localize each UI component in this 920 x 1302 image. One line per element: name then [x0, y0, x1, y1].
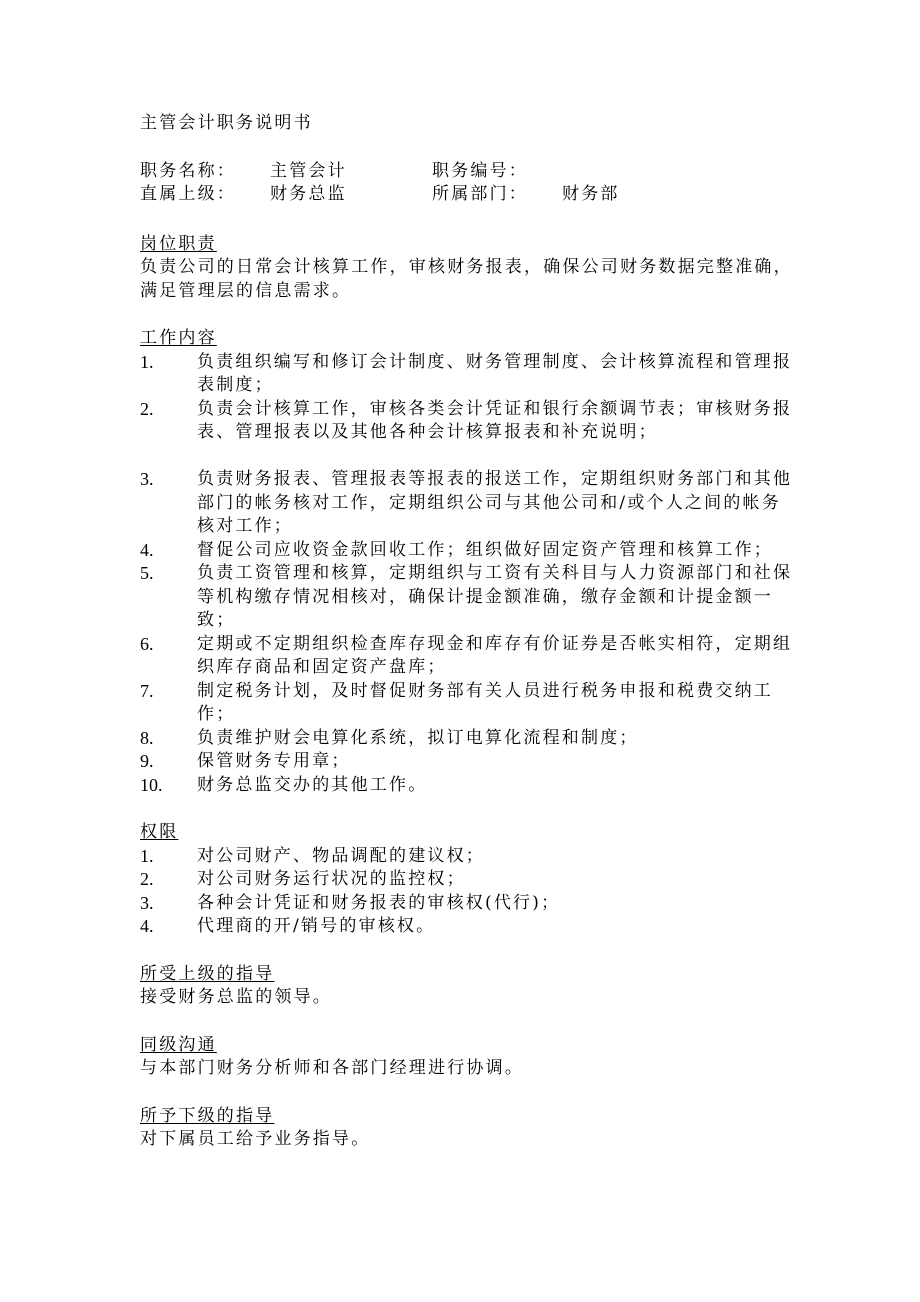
guidance-given-heading: 所予下级的指导 [140, 1105, 275, 1126]
list-item [140, 633, 800, 680]
guidance-received-section [140, 963, 800, 1010]
list-item [140, 539, 800, 563]
list-item [140, 468, 800, 539]
job-name-value: 主管会计 [270, 160, 347, 181]
item-text: 负责组织编写和修订会计制度、财务管理制度、会计核算流程和管理报表制度； [197, 351, 793, 395]
list-item [140, 915, 800, 939]
item-text: 对公司财务运行状况的监控权； [197, 869, 466, 889]
document-title: 主管会计职务说明书 [140, 113, 313, 133]
list-item [140, 868, 800, 892]
item-number: 8. [140, 727, 154, 748]
authority-list [140, 845, 800, 939]
item-number: 1. [140, 351, 154, 372]
item-text: 负责工资管理和核算，定期组织与工资有关科目与人力资源部门和社保等机构缴存情况相核对，确保计提金额准确，缴存金额和计提金额一致； [197, 563, 793, 630]
list-item [140, 892, 800, 916]
job-code-label: 职务编号： [432, 160, 528, 181]
list-item [140, 727, 800, 751]
item-text: 财务总监交办的其他工作。 [197, 774, 428, 795]
guidance-given-text: 对下属员工给予业务指导。 [140, 1129, 371, 1149]
item-number: 4. [140, 916, 154, 936]
item-number: 9. [140, 751, 154, 771]
work-list [140, 351, 800, 798]
item-text: 督促公司应收资金款回收工作；组织做好固定资产管理和核算工作； [197, 539, 773, 560]
superior-label: 直属上级： [140, 184, 236, 204]
item-text: 负责会计核算工作，审核各类会计凭证和银行余额调节表；审核财务报表、管理报表以及其他各种会计核算报表和补充说明； [197, 398, 793, 442]
item-text: 各种会计凭证和财务报表的审核权(代行)； [197, 892, 561, 913]
item-number: 3. [140, 469, 154, 489]
item-number: 7. [140, 680, 154, 701]
list-item [140, 680, 800, 727]
job-code-value [562, 160, 722, 184]
item-number: 6. [140, 633, 154, 654]
item-text: 制定税务计划，及时督促财务部有关人员进行税务申报和税费交纳工作； [197, 680, 773, 724]
guidance-given-section [140, 1105, 800, 1152]
peer-communication-text: 与本部门财务分析师和各部门经理进行协调。 [140, 1058, 524, 1078]
superior-value: 财务总监 [270, 184, 347, 204]
item-text: 负责维护财会电算化系统，拟订电算化流程和制度； [197, 727, 639, 748]
peer-communication-heading: 同级沟通 [140, 1034, 217, 1055]
item-text: 保管财务专用章； [197, 751, 351, 771]
list-item [140, 774, 800, 798]
authority-heading: 权限 [140, 822, 179, 842]
work-heading: 工作内容 [140, 328, 217, 348]
list-item [140, 750, 800, 774]
duty-heading: 岗位职责 [140, 233, 217, 254]
duty-text: 负责公司的日常会计核算工作，审核财务报表，确保公司财务数据完整准确，满足管理层的信息需求。 [140, 257, 793, 301]
guidance-received-heading: 所受上级的指导 [140, 963, 275, 984]
guidance-received-text: 接受财务总监的领导。 [140, 987, 332, 1007]
item-text: 对公司财产、物品调配的建议权； [197, 845, 485, 866]
dept-label: 所属部门： [432, 184, 528, 204]
item-text: 负责财务报表、管理报表等报表的报送工作，定期组织财务部门和其他部门的帐务核对工作，定期组织公司与其他公司和/或个人之间的帐务核对工作； [197, 469, 793, 536]
item-number: 3. [140, 892, 154, 913]
item-number: 2. [140, 398, 154, 419]
item-number: 10. [140, 774, 163, 795]
list-item [140, 562, 800, 633]
item-number: 1. [140, 845, 154, 866]
info-row-2 [140, 183, 800, 207]
item-text: 定期或不定期组织检查库存现金和库存有价证券是否帐实相符，定期组织库存商品和固定资产盘库； [197, 633, 793, 677]
item-number: 2. [140, 869, 154, 889]
document-page [140, 112, 800, 1152]
dept-value: 财务部 [562, 184, 620, 204]
work-section [140, 327, 800, 797]
item-number: 5. [140, 563, 154, 583]
list-item [140, 351, 800, 398]
item-text: 代理商的开/销号的审核权。 [197, 916, 436, 936]
info-row-1 [140, 160, 800, 184]
peer-communication-section [140, 1034, 800, 1081]
job-name-label: 职务名称： [140, 160, 236, 181]
list-item [140, 398, 800, 445]
authority-section [140, 821, 800, 939]
job-info-block [140, 160, 800, 207]
item-number: 4. [140, 539, 154, 560]
list-item [140, 845, 800, 869]
duty-section [140, 233, 800, 304]
